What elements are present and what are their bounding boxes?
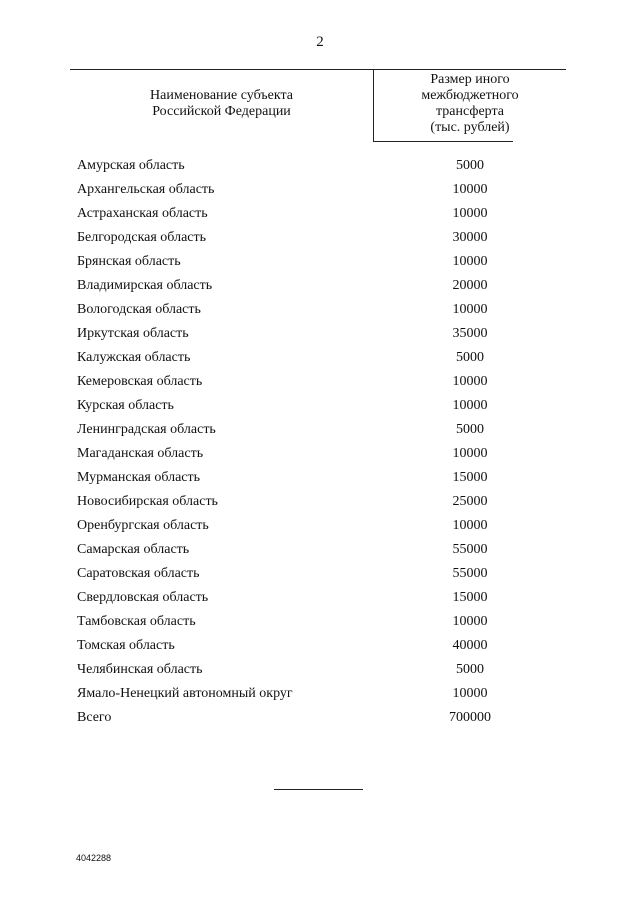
subject-name: Тамбовская область (77, 614, 196, 629)
table-row (0, 228, 640, 252)
transfer-amount: 35000 (452, 326, 488, 341)
subject-name: Брянская область (77, 254, 181, 269)
subject-header-line: Российской Федерации (152, 104, 291, 119)
subject-header-line: Наименование субъекта (150, 88, 293, 103)
table-row (0, 564, 640, 588)
transfer-amount: 20000 (452, 278, 488, 293)
table-body (0, 156, 640, 732)
table-row (0, 324, 640, 348)
subject-name: Оренбургская область (77, 518, 209, 533)
table-row (0, 540, 640, 564)
table-row (0, 180, 640, 204)
subject-name: Курская область (77, 398, 174, 413)
transfer-amount: 5000 (456, 662, 484, 677)
amount-header-line: Размер иного (430, 72, 510, 87)
transfer-amount: 10000 (452, 446, 488, 461)
transfer-amount: 15000 (452, 590, 488, 605)
subject-name: Вологодская область (77, 302, 201, 317)
table-row (0, 516, 640, 540)
document-code: 4042288 (76, 853, 112, 863)
table-row (0, 204, 640, 228)
transfer-amount: 10000 (452, 614, 488, 629)
table-row (0, 396, 640, 420)
amount-header-line: (тыс. рублей) (430, 120, 510, 135)
subject-name: Мурманская область (77, 470, 201, 485)
subject-name: Кемеровская область (77, 374, 203, 389)
subject-name: Магаданская область (77, 446, 204, 461)
table-row (0, 444, 640, 468)
amount-column-header (374, 72, 566, 136)
transfer-amount: 10000 (452, 518, 488, 533)
table-row (0, 684, 640, 708)
subject-column-header (70, 88, 373, 120)
subject-name: Ямало-Ненецкий автономный округ (77, 686, 293, 701)
end-rule (274, 789, 363, 790)
subject-name: Самарская область (77, 542, 190, 557)
transfer-amount: 5000 (456, 350, 484, 365)
table-row (0, 348, 640, 372)
transfer-amount: 10000 (452, 302, 488, 317)
transfer-amount: 10000 (452, 182, 488, 197)
total-row (0, 708, 640, 732)
subject-name: Владимирская область (77, 278, 213, 293)
amount-header-line: межбюджетного (421, 88, 519, 103)
transfer-amount: 30000 (452, 230, 488, 245)
amount-header-line: трансферта (436, 104, 504, 119)
table-row (0, 660, 640, 684)
table-top-rule (70, 69, 566, 70)
table-row (0, 492, 640, 516)
subject-name: Астраханская область (77, 206, 208, 221)
subject-name: Белгородская область (77, 230, 207, 245)
table-row (0, 612, 640, 636)
transfer-amount: 10000 (452, 398, 488, 413)
subject-name: Саратовская область (77, 566, 200, 581)
subject-name: Новосибирская область (77, 494, 218, 509)
transfer-amount: 5000 (456, 158, 484, 173)
subject-name: Архангельская область (77, 182, 215, 197)
page-number: 2 (316, 34, 324, 50)
table-row (0, 636, 640, 660)
transfer-amount: 10000 (452, 206, 488, 221)
subject-name: Амурская область (77, 158, 185, 173)
transfer-amount: 55000 (452, 542, 488, 557)
transfer-amount: 55000 (452, 566, 488, 581)
table-row (0, 588, 640, 612)
transfer-amount: 10000 (452, 374, 488, 389)
subject-name: Иркутская область (77, 326, 189, 341)
transfer-amount: 25000 (452, 494, 488, 509)
table-row (0, 468, 640, 492)
subject-name: Калужская область (77, 350, 191, 365)
subject-name: Томская область (77, 638, 175, 653)
header-bottom-rule (373, 141, 513, 142)
table-row (0, 372, 640, 396)
subject-name: Челябинская область (77, 662, 203, 677)
transfer-amount: 5000 (456, 422, 484, 437)
transfer-amount: 700000 (449, 710, 491, 725)
transfer-amount: 40000 (452, 638, 488, 653)
table-row (0, 300, 640, 324)
table-row (0, 156, 640, 180)
subject-name: Ленинградская область (77, 422, 216, 437)
subject-name: Всего (77, 710, 112, 725)
transfer-amount: 10000 (452, 686, 488, 701)
transfer-amount: 15000 (452, 470, 488, 485)
table-row (0, 252, 640, 276)
transfer-amount: 10000 (452, 254, 488, 269)
subject-name: Свердловская область (77, 590, 209, 605)
table-row (0, 420, 640, 444)
table-row (0, 276, 640, 300)
